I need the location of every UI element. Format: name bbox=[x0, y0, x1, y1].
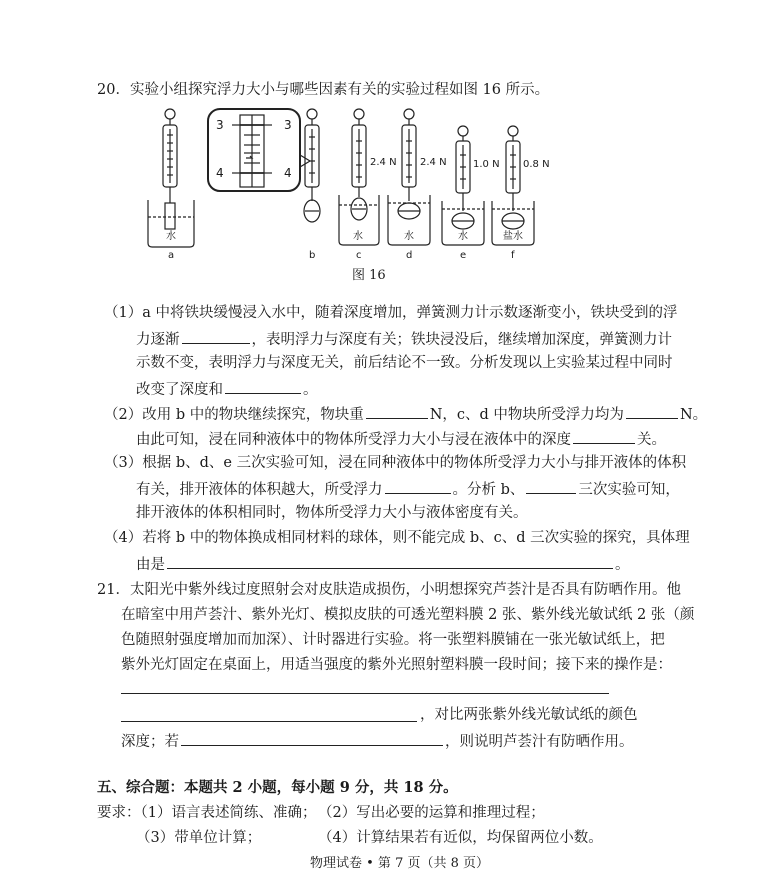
q20-p2-line1-end: N。 bbox=[679, 407, 708, 423]
q20-p2-line2-start: 由此可知，浸在同种液体中的物体所受浮力大小与浸在液体中的深度 bbox=[136, 432, 571, 448]
q20-p3-line2-mid: 。分析 b、 bbox=[452, 482, 525, 498]
answer-blank-8[interactable] bbox=[167, 553, 613, 569]
q20-p3-line2 bbox=[136, 478, 680, 500]
q20-p2-line2 bbox=[136, 428, 666, 450]
answer-blank-1[interactable] bbox=[182, 328, 250, 344]
liquid-label-e: 水 bbox=[458, 231, 468, 242]
panel-label-c: c bbox=[356, 250, 362, 260]
q20-p4-line2 bbox=[136, 553, 630, 575]
zoom-label-right-top: 3 bbox=[284, 118, 292, 132]
liquid-label-c: 水 bbox=[353, 231, 363, 242]
q20-p1-line4 bbox=[136, 378, 318, 400]
zoom-label-right-bottom: 4 bbox=[284, 166, 292, 180]
q20-p1-line4-end: 。 bbox=[303, 382, 318, 398]
q21-line7 bbox=[121, 730, 634, 752]
panel-d bbox=[388, 109, 430, 245]
q21-line6-end: ，对比两张紫外线光敏试纸的颜色 bbox=[420, 707, 638, 723]
q21-line7-start: 深度；若 bbox=[121, 734, 179, 750]
q20-p3-line3: 排开液体的体积相同时，物体所受浮力大小与液体密度有关。 bbox=[136, 505, 528, 521]
answer-blank-5[interactable] bbox=[573, 428, 635, 444]
q21-line7-end: ，则说明芦荟汁有防晒作用。 bbox=[445, 734, 634, 750]
q20-p2-line1-start: （2）改用 b 中的物块继续探究，物块重 bbox=[104, 407, 364, 423]
q20-p2-line1 bbox=[104, 403, 707, 425]
section-5-heading: 五、综合题：本题共 2 小题，每小题 9 分，共 18 分。 bbox=[97, 779, 458, 796]
liquid-label-a: 水 bbox=[166, 231, 176, 242]
panel-label-d: d bbox=[406, 250, 413, 260]
panel-label-e: e bbox=[460, 250, 467, 260]
q20-p1-line4-start: 改变了深度和 bbox=[136, 382, 223, 398]
panel-label-b: b bbox=[309, 250, 316, 260]
q20-p1-line2-start: 力逐渐 bbox=[136, 332, 180, 348]
answer-blank-2[interactable] bbox=[225, 378, 301, 394]
reading-d: 2.4 N bbox=[420, 157, 447, 168]
panel-f bbox=[492, 126, 534, 245]
zoom-label-left-bottom: 4 bbox=[216, 166, 224, 180]
reading-c: 2.4 N bbox=[370, 157, 397, 168]
reading-f: 0.8 N bbox=[523, 159, 550, 170]
q20-p1-line3: 示数不变，表明浮力与深度无关，前后结论不一致。分析发现以上实验某过程中同时 bbox=[136, 355, 673, 371]
q20-p4-line2-end: 。 bbox=[615, 557, 630, 573]
q20-p1-line2-end: ，表明浮力与深度有关；铁块浸没后，继续增加深度，弹簧测力计 bbox=[251, 332, 672, 348]
q21-line4: 紫外光灯固定在桌面上，用适当强度的紫外光照射塑料膜一段时间；接下来的操作是： bbox=[121, 657, 672, 673]
q20-p1-line2 bbox=[136, 328, 672, 350]
liquid-label-f: 盐水 bbox=[503, 231, 523, 242]
panel-a bbox=[148, 109, 194, 247]
figure-16 bbox=[140, 105, 560, 260]
answer-blank-4[interactable] bbox=[626, 403, 678, 419]
requirement-2: （2）写出必要的运算和推理过程； bbox=[318, 805, 545, 821]
q20-p3-line2-start: 有关，排开液体的体积越大，所受浮力 bbox=[136, 482, 383, 498]
q20-p1-line1: （1）a 中将铁块缓慢浸入水中，随着深度增加，弹簧测力计示数逐渐变小，铁块受到的浮 bbox=[104, 305, 678, 321]
requirement-1: 要求：（1）语言表述简练、准确； bbox=[97, 805, 317, 821]
q20-p2-line2-end: 关。 bbox=[637, 432, 666, 448]
q21-line1: 21．太阳光中紫外线过度照射会对皮肤造成损伤，小明想探究芦荟汁是否具有防晒作用。他 bbox=[97, 582, 681, 598]
answer-blank-9[interactable] bbox=[181, 730, 443, 746]
requirement-3: （3）带单位计算； bbox=[136, 830, 262, 846]
answer-blank-6[interactable] bbox=[385, 478, 451, 494]
q20-p2-line1-mid: N，c、d 中物块所受浮力均为 bbox=[429, 407, 624, 423]
q20-p4-line1: （4）若将 b 中的物体换成相同材料的球体，则不能完成 b、c、d 三次实验的探究，具体理 bbox=[104, 530, 690, 546]
requirement-4: （4）计算结果若有近似，均保留两位小数。 bbox=[318, 830, 603, 846]
panel-label-f: f bbox=[511, 250, 515, 260]
q20-p4-line2-start: 由是 bbox=[136, 557, 165, 573]
q21-line2: 在暗室中用芦荟汁、紫外光灯、模拟皮肤的可透光塑料膜 2 张、紫外线光敏试纸 2 张（颜 bbox=[121, 607, 695, 623]
zoom-label-left-top: 3 bbox=[216, 118, 224, 132]
q20-p3-line1: （3）根据 b、d、e 三次实验可知，浸在同种液体中的物体所受浮力大小与排开液体的体积 bbox=[104, 455, 687, 471]
liquid-label-d: 水 bbox=[404, 231, 414, 242]
q20-p3-line2-end: 三次实验可知， bbox=[578, 482, 680, 498]
panel-c bbox=[339, 109, 379, 245]
q21-line3: 色随照射强度增加而加深）、计时器进行实验。将一张塑料膜铺在一张光敏试纸上，把 bbox=[121, 632, 665, 648]
answer-blank-7[interactable] bbox=[526, 478, 576, 494]
answer-line-1[interactable] bbox=[121, 693, 609, 694]
panel-label-a: a bbox=[168, 250, 175, 260]
panel-b bbox=[304, 109, 320, 222]
q20-title: 20．实验小组探究浮力大小与哪些因素有关的实验过程如图 16 所示。 bbox=[97, 82, 550, 98]
figure-caption: 图 16 bbox=[352, 268, 386, 283]
page-footer: 物理试卷 • 第 7 页（共 8 页） bbox=[310, 856, 490, 871]
reading-e: 1.0 N bbox=[473, 159, 500, 170]
answer-blank-3[interactable] bbox=[366, 403, 428, 419]
panel-e bbox=[442, 126, 484, 245]
answer-line-2[interactable] bbox=[121, 721, 417, 722]
